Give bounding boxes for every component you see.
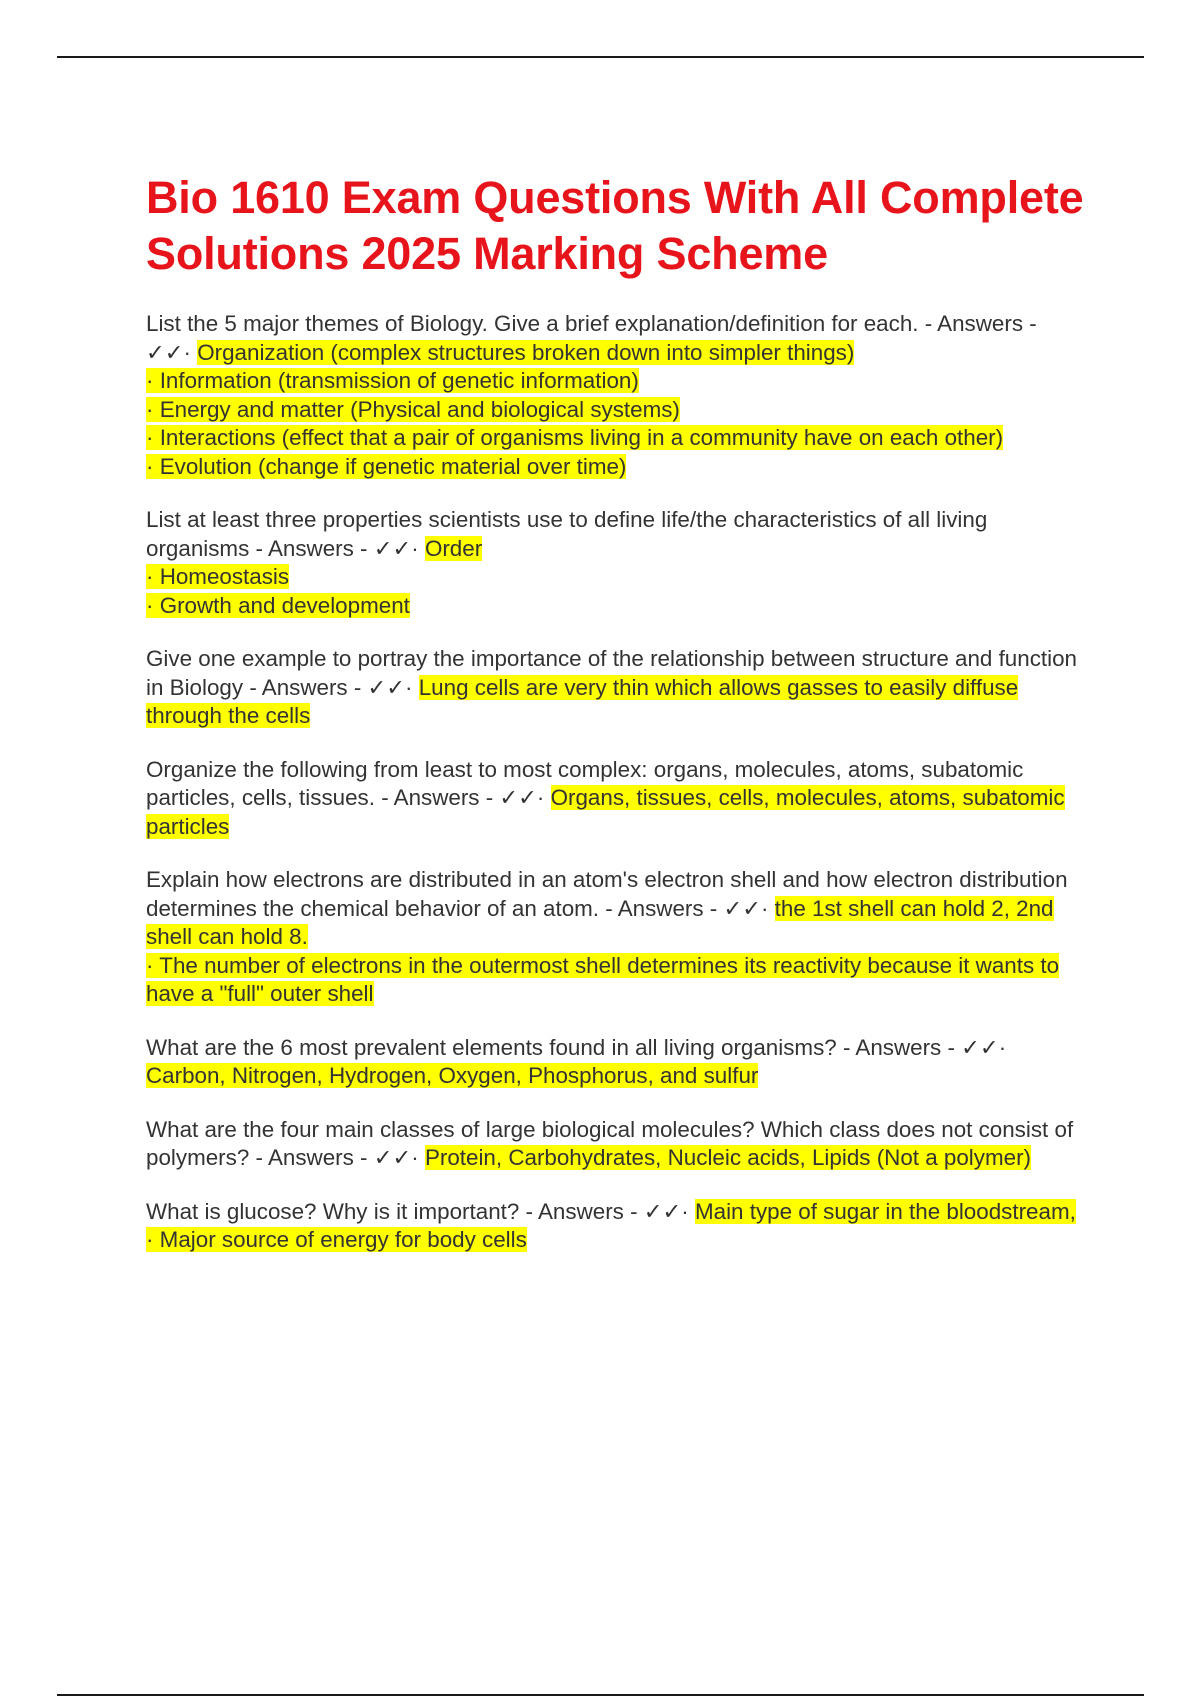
question-text: What is glucose? Why is it important? [146, 1198, 520, 1224]
answer-text: Protein, Carbohydrates, Nucleic acids, Lipids (Not a polymer) [424, 1145, 1031, 1170]
question-text: What are the four main classes of large biological molecules? Which class does not consist of polymers? [146, 1116, 1074, 1170]
bullet-prefix: · [405, 674, 419, 700]
bullet-prefix: · [146, 368, 160, 393]
answer-text: The number of electrons in the outermost shell determines its reactivity because it wants to have a "full" outer shell [146, 952, 1060, 1006]
check-mark-icon: ✓✓ [367, 674, 406, 700]
check-mark-icon: ✓✓ [373, 535, 412, 561]
answer-text: Lung cells are very thin which allows gasses to easily diffuse through the cells [146, 674, 1019, 728]
qa-item-5 [146, 866, 1086, 1009]
answers-separator: - Answers - [249, 535, 374, 561]
question-text: What are the 6 most prevalent elements found in all living organisms? [146, 1034, 837, 1060]
bullet-prefix: · [146, 592, 160, 618]
answer-text: the 1st shell can hold 2, 2nd shell can hold 8. [146, 895, 1054, 949]
answer-text: Information (transmission of genetic information) [159, 368, 639, 393]
question-text: Give one example to portray the importance of the relationship between structure and function in Biology [146, 646, 1077, 700]
question-text: Explain how electrons are distributed in an atom's electron shell and how electron distribution determines the chemical behavior of an atom. [146, 867, 1068, 921]
bullet-prefix: · [146, 564, 160, 589]
qa-item-8 [146, 1198, 1086, 1255]
check-mark-icon: ✓✓ [146, 339, 184, 365]
qa-item-6 [146, 1034, 1086, 1091]
bullet-prefix: · [146, 453, 160, 479]
answers-separator: - Answers - [519, 1198, 644, 1224]
document-title: Bio 1610 Exam Questions With All Complete Solutions 2025 Marking Scheme [146, 172, 1084, 279]
check-mark-icon: ✓✓ [723, 895, 761, 921]
check-mark-icon: ✓✓ [643, 1198, 682, 1224]
answer-text: Order [424, 535, 483, 561]
answer-text: Energy and matter (Physical and biological systems) [159, 396, 680, 422]
question-text: List at least three properties scientists use to define life/the characteristics of all living organisms [146, 507, 988, 561]
bullet-prefix: · [681, 1198, 695, 1224]
answers-separator: - Answers - [836, 1034, 962, 1060]
answer-text: Main type of sugar in the bloodstream, · Major source of energy for body cells [146, 1198, 1076, 1252]
answer-text: Evolution (change if genetic material over time) [159, 453, 627, 479]
qa-item-3 [146, 645, 1086, 731]
qa-item-7 [146, 1116, 1086, 1173]
bullet-prefix: · [146, 396, 160, 422]
bullet-prefix: · [411, 1145, 425, 1170]
check-mark-icon: ✓✓ [961, 1034, 999, 1060]
answer-text: Carbon, Nitrogen, Hydrogen, Oxygen, Phosphorus, and sulfur [146, 1063, 759, 1088]
answers-separator: - Answers - [249, 1145, 374, 1170]
qa-item-2 [146, 506, 1086, 620]
bullet-prefix: · [146, 952, 160, 978]
question-text: List the 5 major themes of Biology. Give a brief explanation/definition for each. [146, 311, 919, 336]
check-mark-icon: ✓✓ [499, 785, 537, 810]
answer-text: Organization (complex structures broken down into simpler things) [197, 339, 855, 365]
answers-separator: - Answers - [374, 785, 500, 810]
bullet-prefix: · [536, 785, 551, 810]
bullet-prefix: · [998, 1034, 1007, 1060]
bullet-prefix: · [411, 535, 425, 561]
bullet-prefix: · [146, 425, 160, 450]
answers-separator: - Answers - [243, 674, 368, 700]
bottom-rule [57, 1694, 1144, 1696]
qa-item-4 [146, 756, 1086, 842]
bullet-prefix: · [760, 895, 775, 921]
answer-text: Organs, tissues, cells, molecules, atoms, subatomic particles [146, 785, 1065, 839]
answers-separator: - Answers - [918, 311, 1037, 336]
bullet-prefix: · [183, 339, 198, 365]
top-rule [57, 56, 1144, 58]
answer-text: Growth and development [159, 592, 410, 618]
qa-item-1 [146, 310, 1086, 481]
answer-text: Interactions (effect that a pair of organisms living in a community have on each other) [159, 425, 1004, 450]
document-body [146, 170, 1086, 1280]
answers-separator: - Answers - [599, 895, 724, 921]
question-text: Organize the following from least to most complex: organs, molecules, atoms, subatomic particles, cells, tissues. [146, 756, 1024, 810]
answer-text: Homeostasis [159, 564, 290, 589]
check-mark-icon: ✓✓ [373, 1145, 412, 1170]
